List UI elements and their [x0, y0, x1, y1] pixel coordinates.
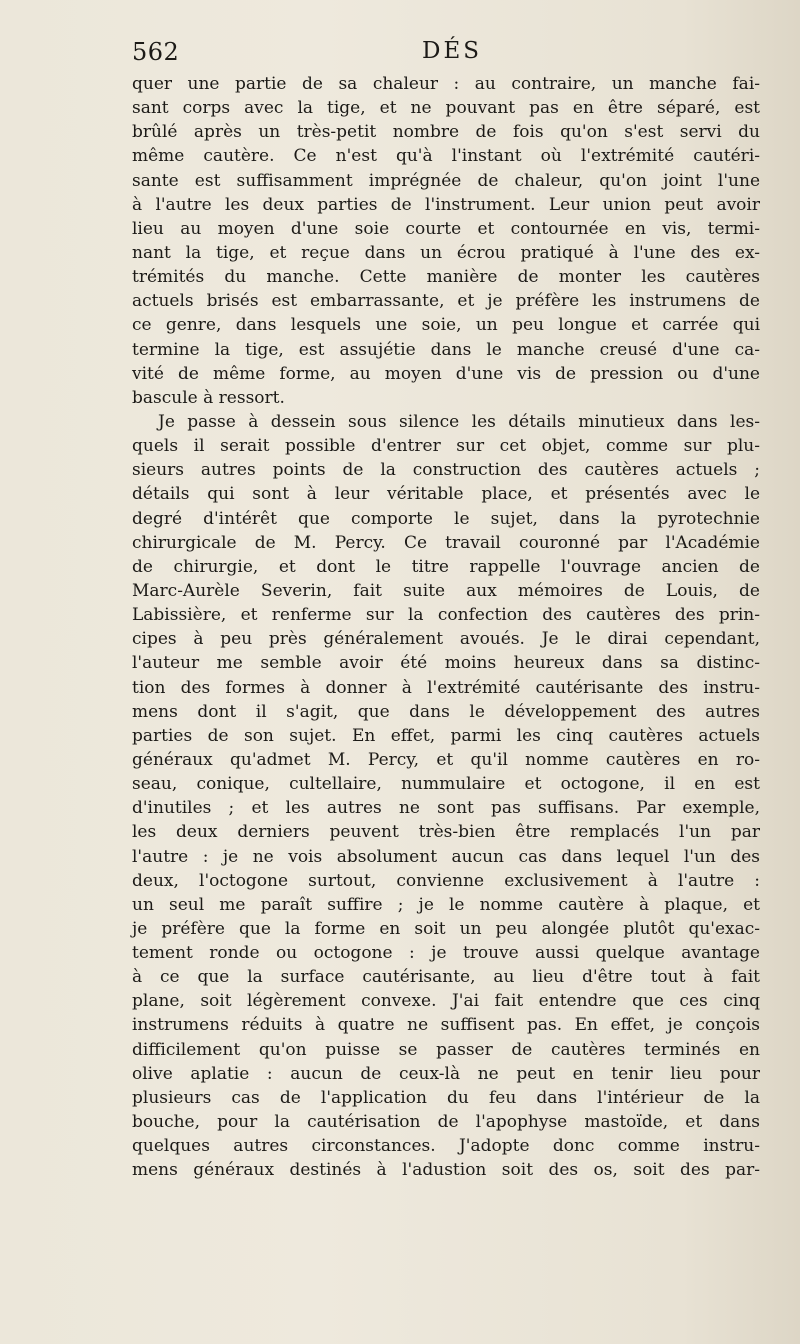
text-line: à ce que la surface cautérisante, au lieu d'être tout à fait: [132, 967, 760, 988]
text-line: tion des formes à donner à l'extrémité cautérisante des instru-: [132, 677, 760, 698]
text-line: même cautère. Ce n'est qu'à l'instant où l'extrémité cautéri-: [132, 146, 760, 167]
text-line: bouche, pour la cautérisation de l'apophyse mastoïde, et dans: [132, 1112, 760, 1133]
text-line: plane, soit légèrement convexe. J'ai fait entendre que ces cinq: [132, 991, 760, 1012]
text-line: brûlé après un très-petit nombre de fois qu'on s'est servi du: [132, 122, 760, 143]
text-line: termine la tige, est assujétie dans le manche creusé d'une ca-: [132, 339, 760, 360]
text-line: seau, conique, cultellaire, nummulaire et octogone, il en est: [132, 774, 760, 795]
text-line: vité de même forme, au moyen d'une vis de pression ou d'une: [132, 363, 760, 384]
text-line: trémités du manche. Cette manière de monter les cautères: [132, 267, 760, 288]
text-line: cipes à peu près généralement avoués. Je le dirai cependant,: [132, 629, 760, 650]
page-header: [132, 38, 760, 72]
text-line: nant la tige, et reçue dans un écrou pratiqué à l'une des ex-: [132, 242, 760, 263]
text-line: parties de son sujet. En effet, parmi les cinq cautères actuels: [132, 725, 760, 746]
text-line: bascule à ressort.: [132, 387, 285, 408]
text-line: détails qui sont à leur véritable place, et présentés avec le: [132, 484, 760, 505]
text-line: deux, l'octogone surtout, convienne exclusivement à l'autre :: [132, 870, 760, 891]
running-head: DÉS: [422, 38, 482, 64]
body-text: [132, 72, 760, 1182]
text-line: de chirurgie, et dont le titre rappelle l'ouvrage ancien de: [132, 556, 760, 577]
paragraph: [132, 72, 760, 410]
text-line: degré d'intérêt que comporte le sujet, dans la pyrotechnie: [132, 508, 760, 529]
text-line: difficilement qu'on puisse se passer de cautères terminés en: [132, 1039, 760, 1060]
text-line: mens généraux destinés à l'adustion soit des os, soit des par-: [132, 1160, 760, 1181]
text-line: actuels brisés est embarrassante, et je préfère les instrumens de: [132, 291, 760, 312]
text-line: l'auteur me semble avoir été moins heureux dans sa distinc-: [132, 653, 760, 674]
text-line: Je passe à dessein sous silence les détails minutieux dans les-: [158, 411, 760, 432]
text-line: plusieurs cas de l'application du feu dans l'intérieur de la: [132, 1087, 760, 1108]
page-number: 562: [132, 38, 180, 66]
text-line: quer une partie de sa chaleur : au contraire, un manche fai-: [132, 74, 760, 94]
text-line: l'autre : je ne vois absolument aucun cas dans lequel l'un des: [132, 846, 760, 867]
text-line: un seul me paraît suffire ; je le nomme cautère à plaque, et: [132, 894, 760, 915]
text-line: quels il serait possible d'entrer sur cet objet, comme sur plu-: [132, 436, 760, 457]
paragraph: [132, 410, 760, 1183]
text-line: Marc-Aurèle Severin, fait suite aux mémoires de Louis, de: [132, 580, 760, 601]
text-line: à l'autre les deux parties de l'instrument. Leur union peut avoir: [132, 194, 760, 215]
text-line: d'inutiles ; et les autres ne sont pas suffisans. Par exemple,: [132, 798, 760, 819]
text-line: instrumens réduits à quatre ne suffisent pas. En effet, je conçois: [132, 1015, 760, 1036]
text-line: sant corps avec la tige, et ne pouvant pas en être séparé, est: [132, 98, 760, 119]
text-line: Labissière, et renferme sur la confection des cautères des prin-: [132, 605, 760, 626]
text-line: ce genre, dans lesquels une soie, un peu longue et carrée qui: [132, 315, 760, 336]
text-line: lieu au moyen d'une soie courte et contournée en vis, termi-: [132, 218, 760, 239]
text-line: les deux derniers peuvent très-bien être remplacés l'un par: [132, 822, 760, 843]
text-line: olive aplatie : aucun de ceux-là ne peut en tenir lieu pour: [132, 1063, 760, 1084]
text-line: généraux qu'admet M. Percy, et qu'il nomme cautères en ro-: [132, 749, 760, 770]
text-line: chirurgicale de M. Percy. Ce travail couronné par l'Académie: [132, 532, 760, 553]
text-line: mens dont il s'agit, que dans le développement des autres: [132, 701, 760, 722]
text-line: tement ronde ou octogone : je trouve aussi quelque avantage: [132, 943, 760, 964]
text-line: sieurs autres points de la construction des cautères actuels ;: [132, 460, 760, 481]
text-line: quelques autres circonstances. J'adopte donc comme instru-: [132, 1136, 760, 1157]
text-line: je préfère que la forme en soit un peu alongée plutôt qu'exac-: [132, 918, 760, 939]
text-line: sante est suffisamment imprégnée de chaleur, qu'on joint l'une: [132, 170, 760, 191]
